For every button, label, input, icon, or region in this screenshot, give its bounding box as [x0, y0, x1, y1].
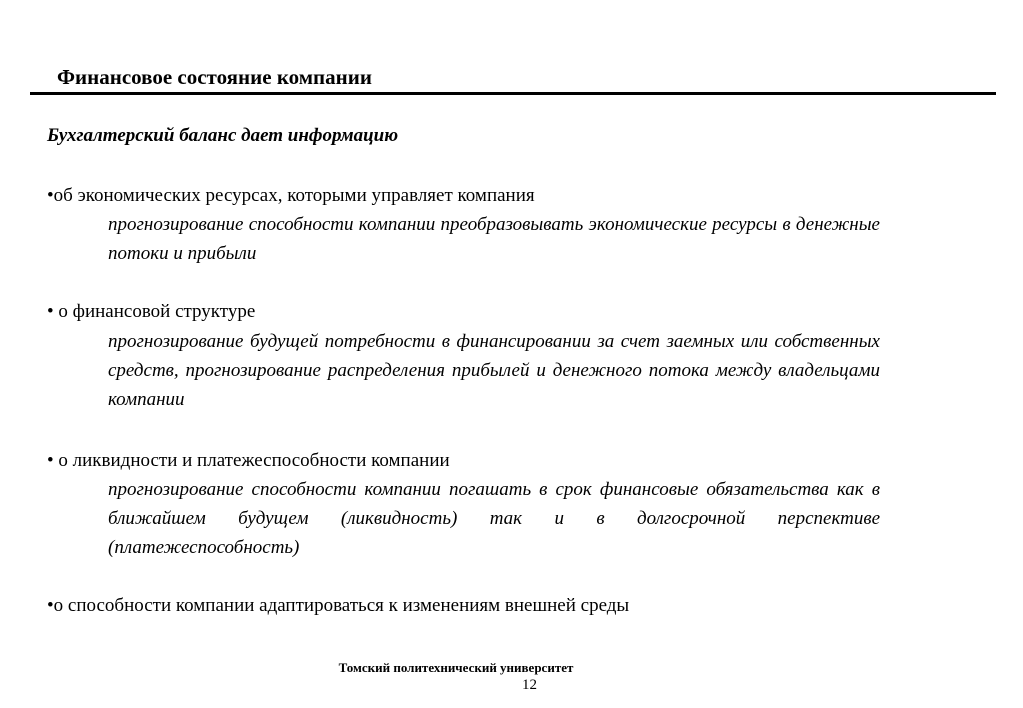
title-divider	[30, 92, 996, 95]
slide-subtitle: Бухгалтерский баланс дает информацию	[47, 125, 399, 146]
detail-financial-structure: прогнозирование будущей потребности в финансировании за счет заемных или собственных средств, прогнозирование распределения прибылей и денежного потока между владельцами компании	[108, 331, 880, 410]
bullet-adaptability: •о способности компании адаптироваться к изменениям внешней среды	[47, 595, 630, 616]
detail-economic-resources: прогнозирование способности компании преобразовывать экономические ресурсы в денежные потоки и прибыли	[108, 214, 880, 264]
bullet-liquidity-solvency: • о ликвидности и платежеспособности компании	[47, 450, 450, 471]
bullet-financial-structure: • о финансовой структуре	[47, 301, 256, 322]
slide-title: Финансовое состояние компании	[57, 65, 372, 89]
footer-organization: Томский политехнический университет	[338, 660, 574, 675]
page-number: 12	[522, 677, 537, 693]
bullet-economic-resources: •об экономических ресурсах, которыми управляет компания	[47, 185, 535, 206]
detail-liquidity-solvency: прогнозирование способности компании погашать в срок финансовые обязательства как в ближайшем будущем (ликвидность) так и в долгосрочной перспективе (платежеспособность)	[108, 479, 880, 558]
